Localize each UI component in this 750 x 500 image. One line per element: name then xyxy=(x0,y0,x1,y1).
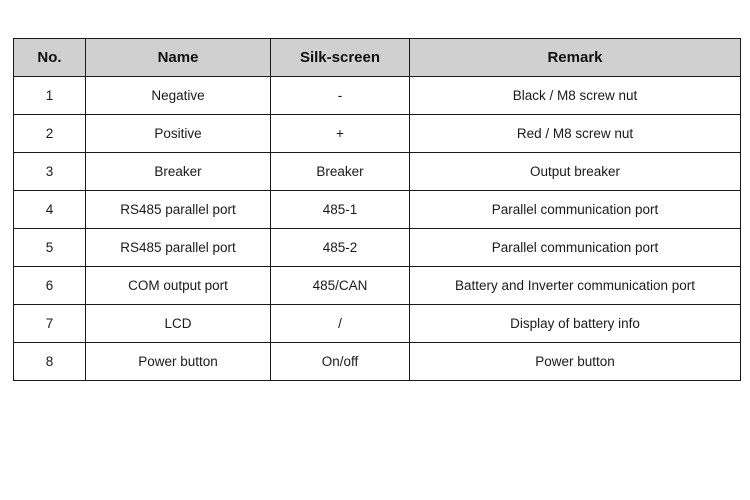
cell-name: Breaker xyxy=(86,153,271,191)
table-body xyxy=(14,77,741,381)
cell-silk-screen: 485/CAN xyxy=(271,267,410,305)
cell-silk-screen: + xyxy=(271,115,410,153)
cell-remark: Power button xyxy=(410,343,741,381)
table-row xyxy=(14,153,741,191)
table-row xyxy=(14,305,741,343)
cell-remark: Parallel communication port xyxy=(410,229,741,267)
table-header xyxy=(14,39,741,77)
cell-silk-screen: 485-2 xyxy=(271,229,410,267)
header-name: Name xyxy=(86,39,271,77)
cell-silk-screen: - xyxy=(271,77,410,115)
table-row xyxy=(14,115,741,153)
header-silk-screen: Silk-screen xyxy=(271,39,410,77)
cell-no: 6 xyxy=(14,267,86,305)
table-row xyxy=(14,267,741,305)
cell-silk-screen: 485-1 xyxy=(271,191,410,229)
cell-silk-screen: On/off xyxy=(271,343,410,381)
cell-remark: Parallel communication port xyxy=(410,191,741,229)
cell-no: 1 xyxy=(14,77,86,115)
cell-name: Power button xyxy=(86,343,271,381)
cell-name: Positive xyxy=(86,115,271,153)
header-remark: Remark xyxy=(410,39,741,77)
cell-no: 3 xyxy=(14,153,86,191)
table-row xyxy=(14,229,741,267)
cell-remark: Output breaker xyxy=(410,153,741,191)
cell-remark: Red / M8 screw nut xyxy=(410,115,741,153)
cell-name: Negative xyxy=(86,77,271,115)
cell-no: 4 xyxy=(14,191,86,229)
cell-no: 8 xyxy=(14,343,86,381)
cell-no: 2 xyxy=(14,115,86,153)
table-row xyxy=(14,343,741,381)
header-row xyxy=(14,39,741,77)
cell-no: 7 xyxy=(14,305,86,343)
table-row xyxy=(14,191,741,229)
cell-name: RS485 parallel port xyxy=(86,229,271,267)
cell-name: RS485 parallel port xyxy=(86,191,271,229)
cell-name: COM output port xyxy=(86,267,271,305)
cell-silk-screen: Breaker xyxy=(271,153,410,191)
cell-no: 5 xyxy=(14,229,86,267)
table-row xyxy=(14,77,741,115)
cell-name: LCD xyxy=(86,305,271,343)
header-no: No. xyxy=(14,39,86,77)
cell-remark: Battery and Inverter communication port xyxy=(410,267,741,305)
component-table xyxy=(13,38,741,381)
cell-remark: Display of battery info xyxy=(410,305,741,343)
cell-silk-screen: / xyxy=(271,305,410,343)
cell-remark: Black / M8 screw nut xyxy=(410,77,741,115)
